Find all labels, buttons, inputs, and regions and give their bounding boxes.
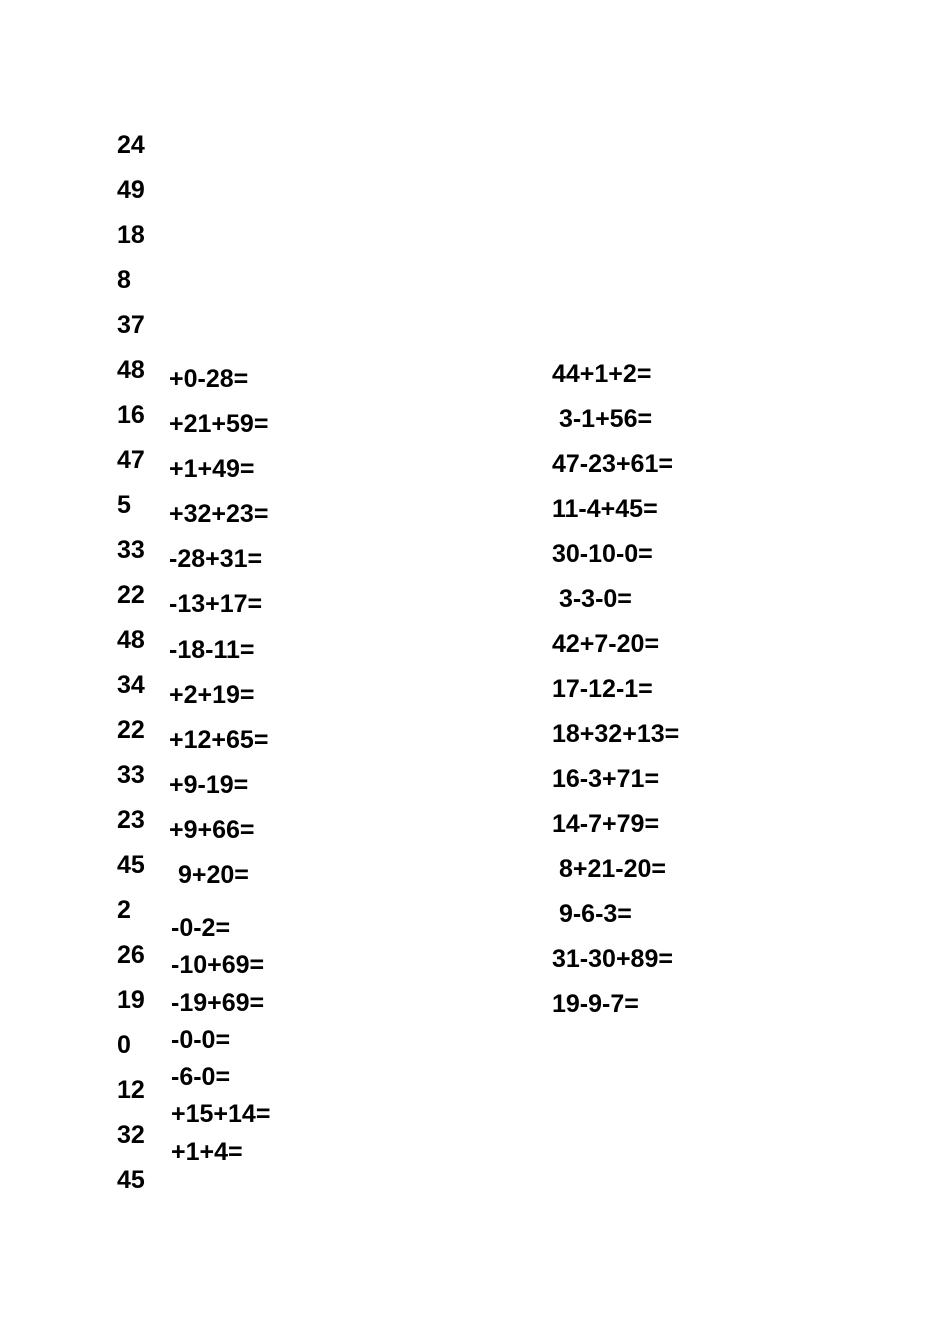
expression-item: -0-2= [171, 914, 231, 942]
number-item: 45 [117, 1166, 145, 1194]
expression-item: +0-28= [169, 365, 249, 393]
expression-item: 9-6-3= [552, 900, 632, 928]
left-number-column [117, 123, 145, 1203]
number-item: 37 [117, 311, 145, 339]
number-item: 19 [117, 986, 145, 1014]
number-item: 47 [117, 446, 145, 474]
number-item: 33 [117, 536, 145, 564]
number-item: 26 [117, 941, 145, 969]
clipped-expression: 9+20= [178, 861, 249, 889]
expression-item: 47-23+61= [552, 450, 673, 478]
expression-item: +9-19= [169, 770, 249, 799]
expression-item: 16-3+71= [552, 765, 660, 793]
number-item: 22 [117, 716, 145, 744]
number-item: 22 [117, 581, 145, 609]
number-item: 48 [117, 626, 145, 654]
expression-item: -6-0= [171, 1063, 231, 1092]
expression-item: +9+66= [169, 815, 255, 844]
expression-item: 3-3-0= [552, 585, 632, 613]
number-item: 0 [117, 1031, 131, 1059]
expression-item: 14-7+79= [552, 810, 660, 838]
number-item: 16 [117, 401, 145, 429]
expression-item: 18+32+13= [552, 720, 680, 748]
expression-item: 3-1+56= [552, 405, 653, 433]
right-expression-column [552, 352, 679, 1027]
expression-item: -10+69= [171, 951, 265, 980]
number-item: 5 [117, 491, 131, 519]
expression-item: +15+14= [171, 1100, 271, 1129]
expression-item: +1+4= [171, 1137, 243, 1166]
number-item: 34 [117, 671, 145, 699]
expression-item: -28+31= [169, 545, 263, 574]
expression-item: 42+7-20= [552, 630, 660, 658]
expression-item: 31-30+89= [552, 945, 673, 973]
expression-item: +21+59= [169, 410, 269, 439]
number-item: 48 [117, 356, 145, 384]
expression-item: 11-4+45= [552, 495, 658, 523]
number-item: 45 [117, 851, 145, 879]
number-item: 32 [117, 1121, 145, 1149]
number-item: 8 [117, 266, 131, 294]
middle-expression-column-lower [171, 910, 270, 1171]
expression-item: -19+69= [171, 988, 265, 1017]
expression-item: -18-11= [169, 635, 255, 664]
expression-item: 19-9-7= [552, 990, 639, 1018]
number-item: 2 [117, 896, 131, 924]
expression-item: 30-10-0= [552, 540, 653, 568]
number-item: 18 [117, 221, 145, 249]
expression-item: +1+49= [169, 455, 255, 484]
expression-item: 44+1+2= [552, 360, 652, 388]
expression-item: 8+21-20= [552, 855, 666, 883]
expression-item: 17-12-1= [552, 675, 653, 703]
middle-expression-column-upper [169, 357, 268, 853]
number-item: 24 [117, 131, 145, 159]
number-item: 33 [117, 761, 145, 789]
expression-item: +2+19= [169, 680, 255, 709]
number-item: 12 [117, 1076, 145, 1104]
number-item: 49 [117, 176, 145, 204]
expression-item: +12+65= [169, 725, 269, 754]
number-item: 23 [117, 806, 145, 834]
expression-item: -13+17= [169, 590, 263, 619]
expression-item: -0-0= [171, 1025, 231, 1054]
expression-item: +32+23= [169, 500, 269, 529]
